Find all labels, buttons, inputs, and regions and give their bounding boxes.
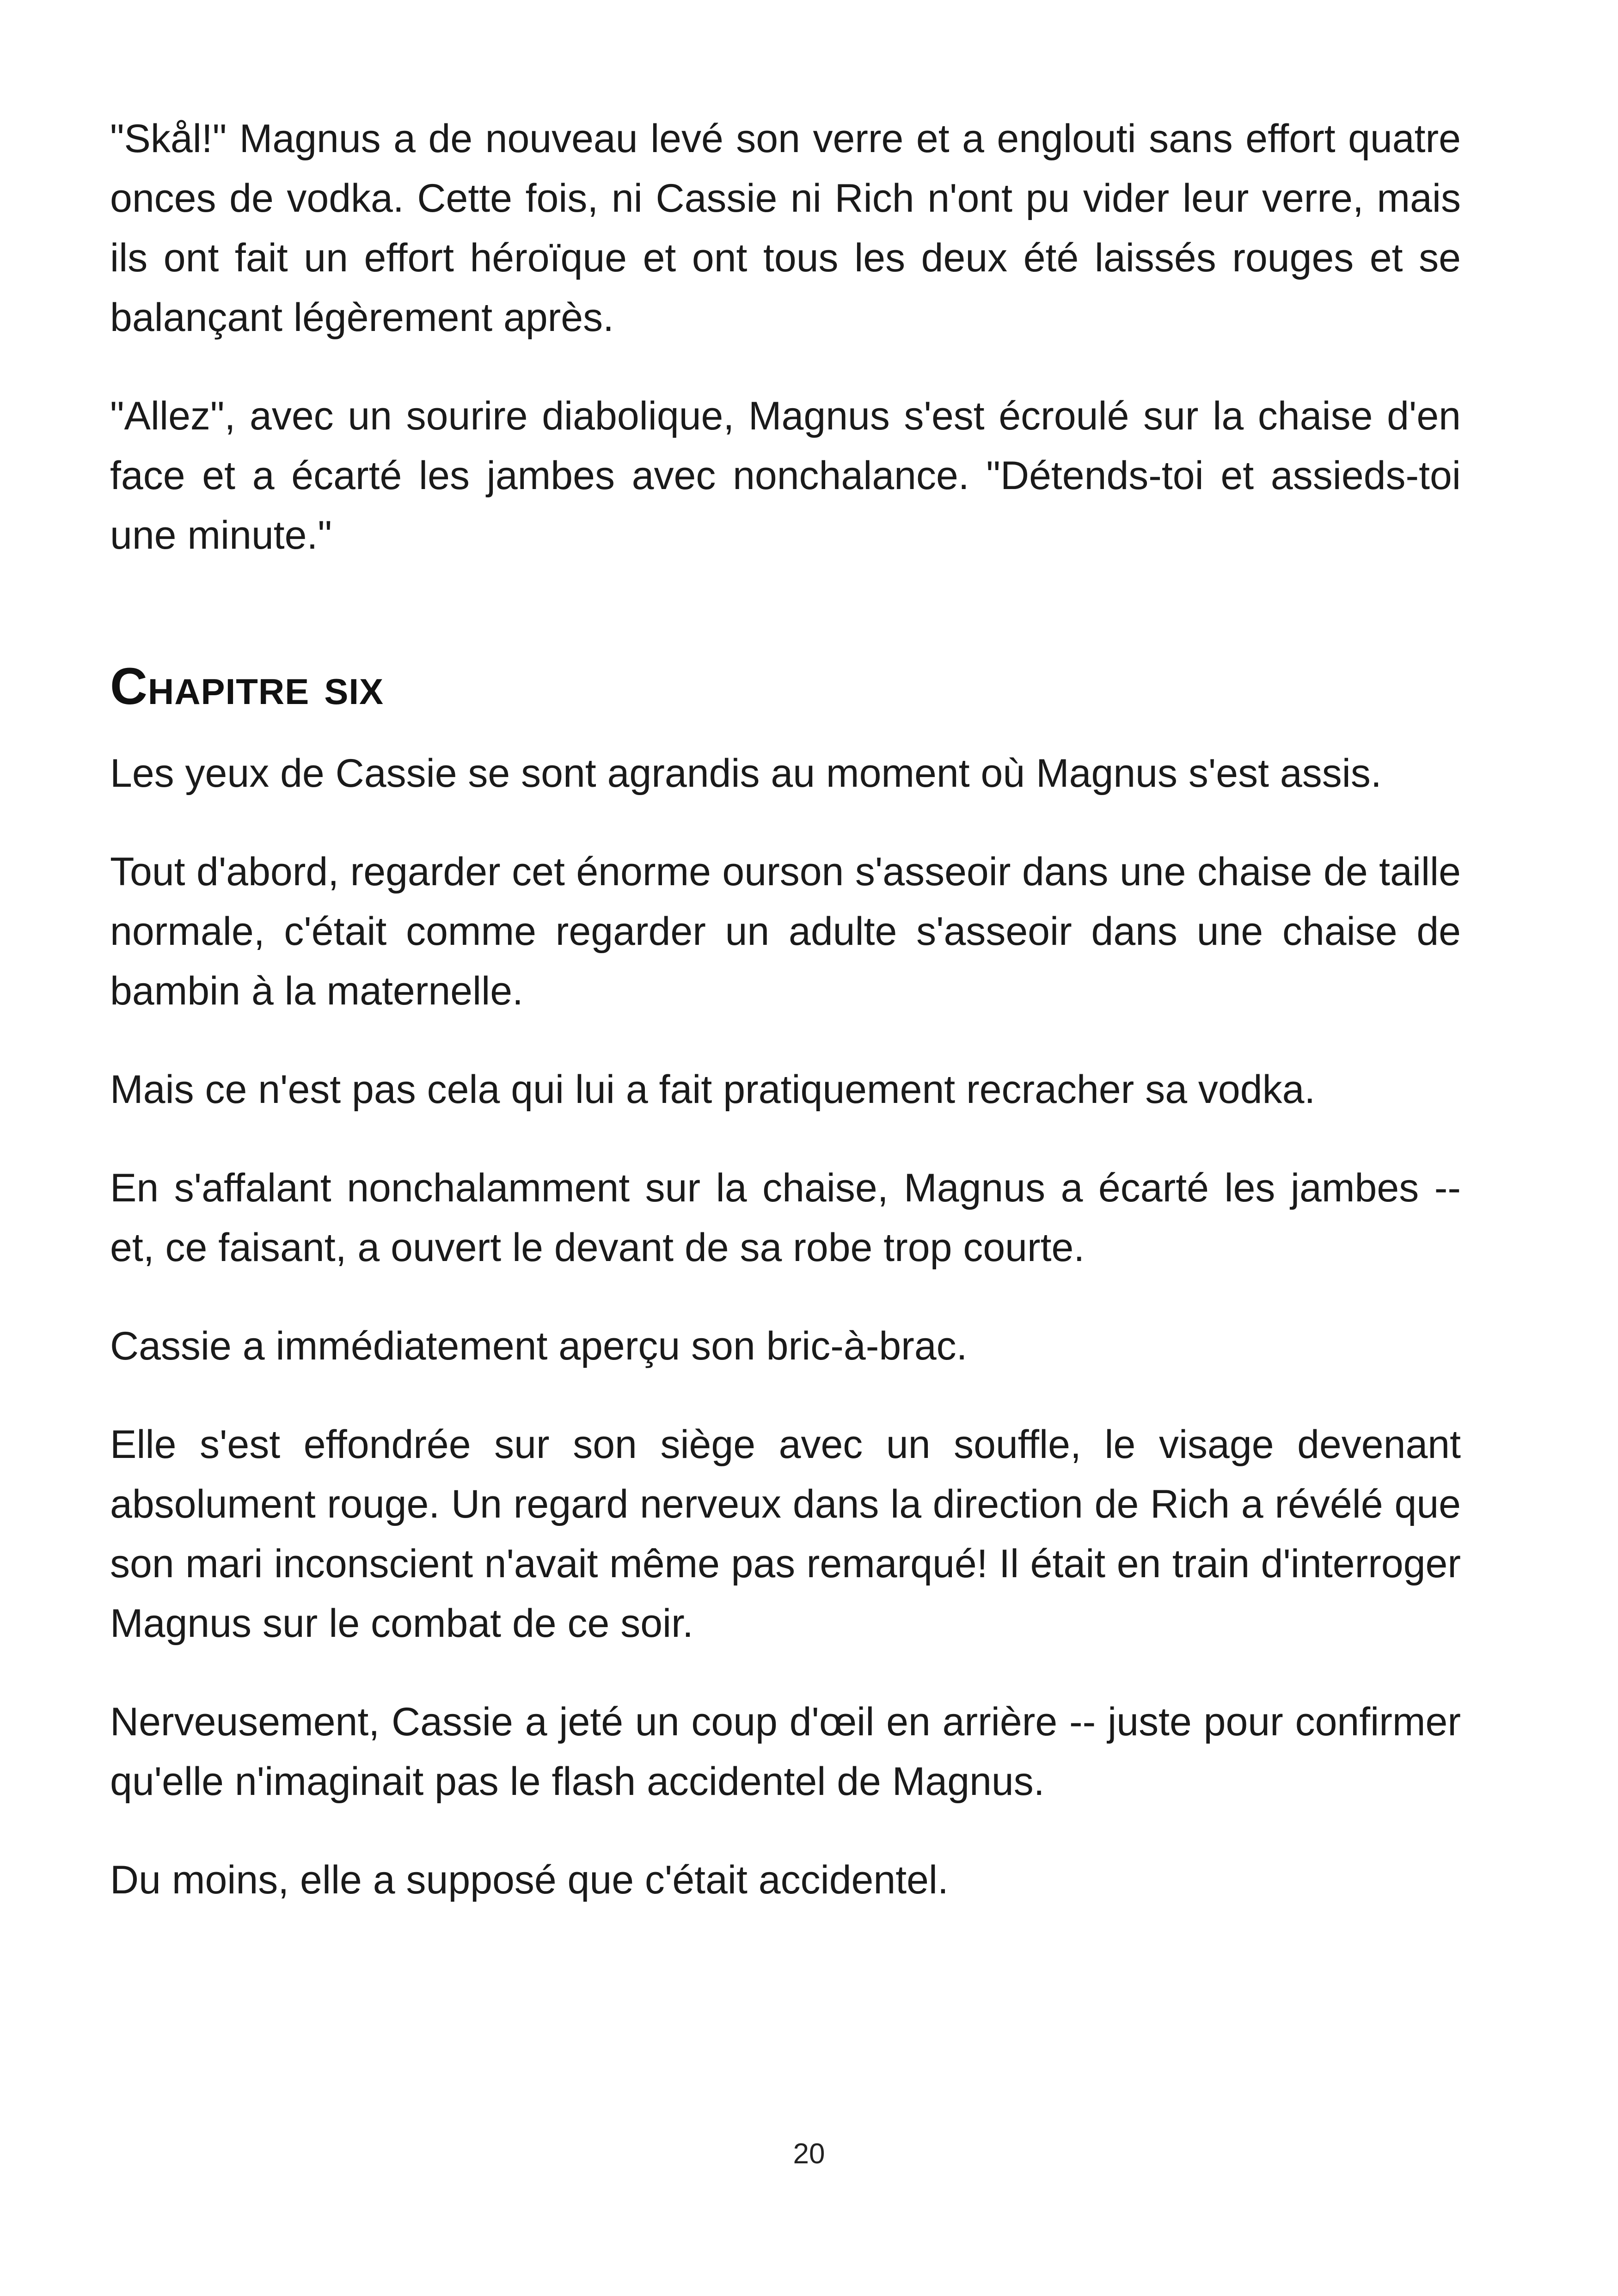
paragraph: Du moins, elle a supposé que c'était accidentel.: [110, 1858, 949, 1902]
paragraph: Elle s'est effondrée sur son siège avec un souffle, le visage devenant absolument rouge. Un regard nerveux dans la direction de Rich a révélé que son mari inconscient n'avait même pas remarqué! Il était en train d'interroger Magnus sur le combat de ce soir.: [110, 1422, 1461, 1646]
paragraph: Cassie a immédiatement aperçu son bric-à-brac.: [110, 1324, 968, 1368]
chapter-heading: Chapitre six: [110, 657, 384, 715]
top-text-block: [110, 109, 1461, 565]
paragraph: Tout d'abord, regarder cet énorme ourson s'asseoir dans une chaise de taille normale, c'était comme regarder un adulte s'asseoir dans une chaise de bambin à la maternelle.: [110, 850, 1461, 1013]
paragraph: "Skål!" Magnus a de nouveau levé son verre et a englouti sans effort quatre onces de vodka. Cette fois, ni Cassie ni Rich n'ont pu vider leur verre, mais ils ont fait un effort héroïque et ont tous les deux été laissés rouges et se balançant légèrement après.: [110, 116, 1461, 340]
chapter-text-block: [110, 744, 1461, 1910]
paragraph: Nerveusement, Cassie a jeté un coup d'œil en arrière -- juste pour confirmer qu'elle n'imaginait pas le flash accidentel de Magnus.: [110, 1700, 1461, 1804]
paragraph: "Allez", avec un sourire diabolique, Magnus s'est écroulé sur la chaise d'en face et a écarté les jambes avec nonchalance. "Détends-toi et assieds-toi une minute.": [110, 394, 1461, 557]
paragraph: En s'affalant nonchalamment sur la chaise, Magnus a écarté les jambes -- et, ce faisant, a ouvert le devant de sa robe trop courte.: [110, 1166, 1461, 1270]
paragraph: Les yeux de Cassie se sont agrandis au moment où Magnus s'est assis.: [110, 751, 1382, 796]
paragraph: Mais ce n'est pas cela qui lui a fait pratiquement recracher sa vodka.: [110, 1067, 1316, 1112]
page-number: 20: [793, 2138, 825, 2170]
